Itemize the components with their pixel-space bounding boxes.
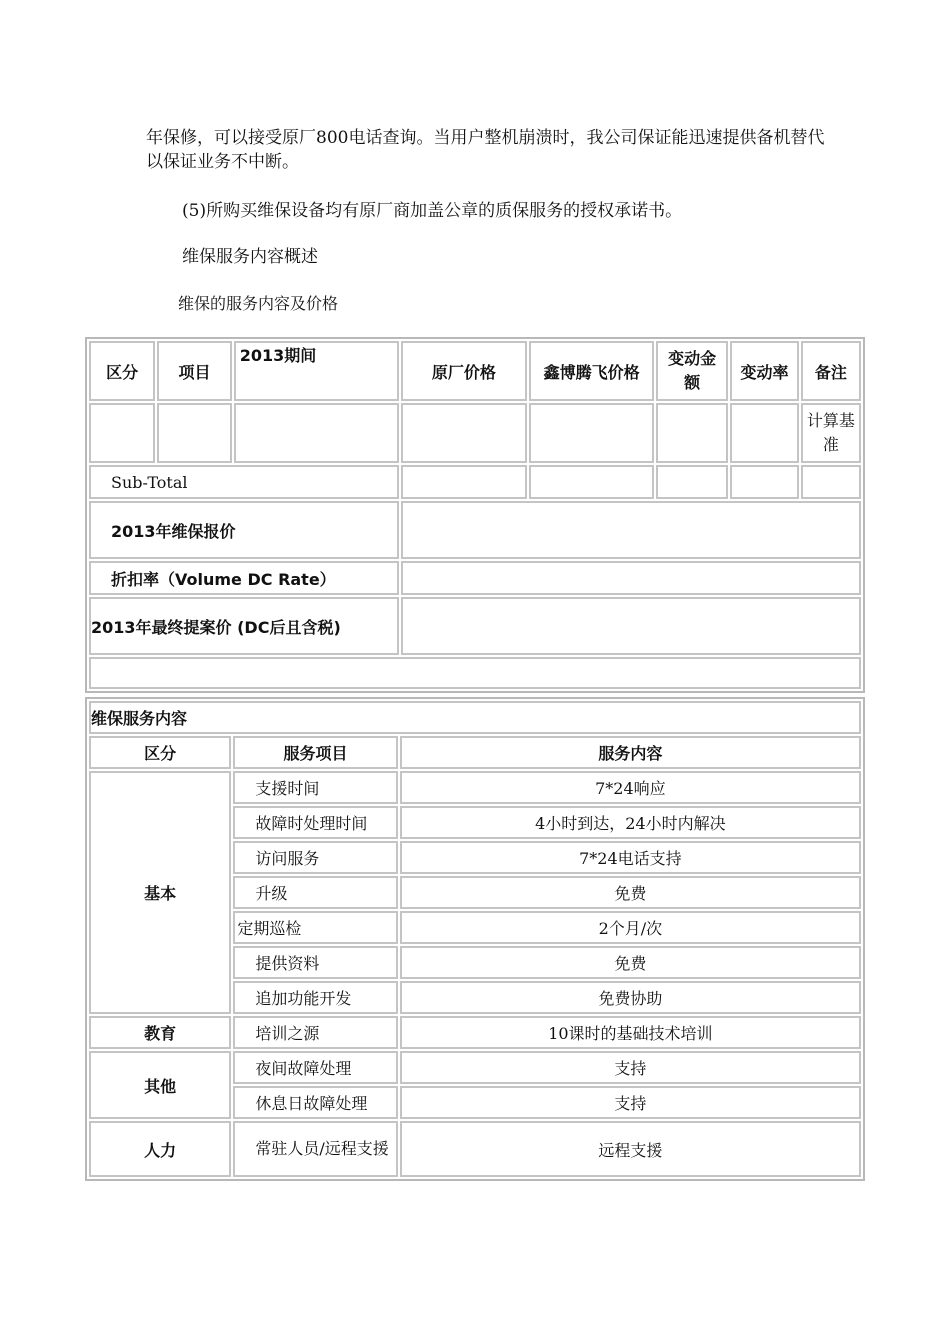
service-content: 2个月/次 [400,911,861,944]
cell-empty [801,465,861,499]
service-item: 访问服务 [233,841,397,874]
service-content: 远程支援 [400,1121,861,1177]
group-manpower: 人力 [89,1121,231,1177]
header-service-item: 服务项目 [233,736,397,769]
price-table [85,337,865,693]
service-content: 免费 [400,946,861,979]
service-item: 培训之源 [233,1016,397,1049]
header-item: 项目 [157,341,231,401]
service-content: 10课时的基础技术培训 [400,1016,861,1049]
service-row [89,1016,861,1049]
final-price-value [401,597,861,655]
cell-empty [529,465,654,499]
cell-empty [89,403,155,463]
intro-paragraph: 年保修，可以接受原厂800电话查询。当用户整机崩溃时，我公司保证能迅速提供备机替代以保证业务不中断。 [146,128,825,172]
header-change-rate: 变动率 [730,341,798,401]
header-company-price: 鑫博腾飞价格 [529,341,654,401]
header-change-amount: 变动金额 [656,341,728,401]
service-content: 7*24响应 [400,771,861,804]
authorization-paragraph: (5)所购买维保设备均有原厂商加盖公章的质保服务的授权承诺书。 [182,201,683,221]
quote-row [89,501,861,559]
cell-empty [234,403,399,463]
service-row [89,771,861,804]
service-content: 免费 [400,876,861,909]
service-item: 休息日故障处理 [233,1086,397,1119]
service-content: 7*24电话支持 [400,841,861,874]
cell-empty [89,657,861,689]
discount-label: 折扣率（Volume DC Rate） [89,561,399,595]
header-vendor-price: 原厂价格 [401,341,528,401]
spacer-row [89,657,861,689]
header-period: 2013期间 [234,341,399,401]
service-item: 追加功能开发 [233,981,397,1014]
service-table [85,697,865,1181]
service-price-heading: 维保的服务内容及价格 [178,294,339,313]
cell-empty [157,403,231,463]
service-row [89,1051,861,1084]
cell-empty [656,403,728,463]
group-basic: 基本 [89,771,231,1014]
service-item: 故障时处理时间 [233,806,397,839]
service-item: 提供资料 [233,946,397,979]
service-item: 常驻人员/远程支援 [233,1121,397,1177]
group-other: 其他 [89,1051,231,1119]
header-category: 区分 [89,736,231,769]
cell-empty [529,403,654,463]
cell-empty [656,465,728,499]
service-item: 支援时间 [233,771,397,804]
final-price-label: 2013年最终提案价 (DC后且含税) [89,597,399,655]
discount-value [401,561,861,595]
service-overview-heading: 维保服务内容概述 [182,247,318,267]
subtotal-row [89,465,861,499]
service-content: 4小时到达，24小时内解决 [400,806,861,839]
service-item: 夜间故障处理 [233,1051,397,1084]
quote-2013-label: 2013年维保报价 [89,501,399,559]
service-table-title: 维保服务内容 [89,701,861,734]
header-service-content: 服务内容 [400,736,861,769]
subtotal-label: Sub-Total [89,465,399,499]
service-item: 升级 [233,876,397,909]
service-content: 免费协助 [400,981,861,1014]
price-table-row [89,403,861,463]
header-category: 区分 [89,341,155,401]
cell-empty [401,465,528,499]
cell-empty [730,465,798,499]
cell-empty [401,403,528,463]
cell-empty [730,403,798,463]
final-price-row [89,597,861,655]
header-remark: 备注 [801,341,861,401]
service-title-row [89,701,861,734]
cell-calculation-basis: 计算基准 [801,403,861,463]
service-content: 支持 [400,1051,861,1084]
service-row [89,1121,861,1177]
service-item: 定期巡检 [233,911,397,944]
group-education: 教育 [89,1016,231,1049]
quote-2013-value [401,501,861,559]
service-header-row [89,736,861,769]
discount-row [89,561,861,595]
service-content: 支持 [400,1086,861,1119]
price-table-header-row [89,341,861,401]
